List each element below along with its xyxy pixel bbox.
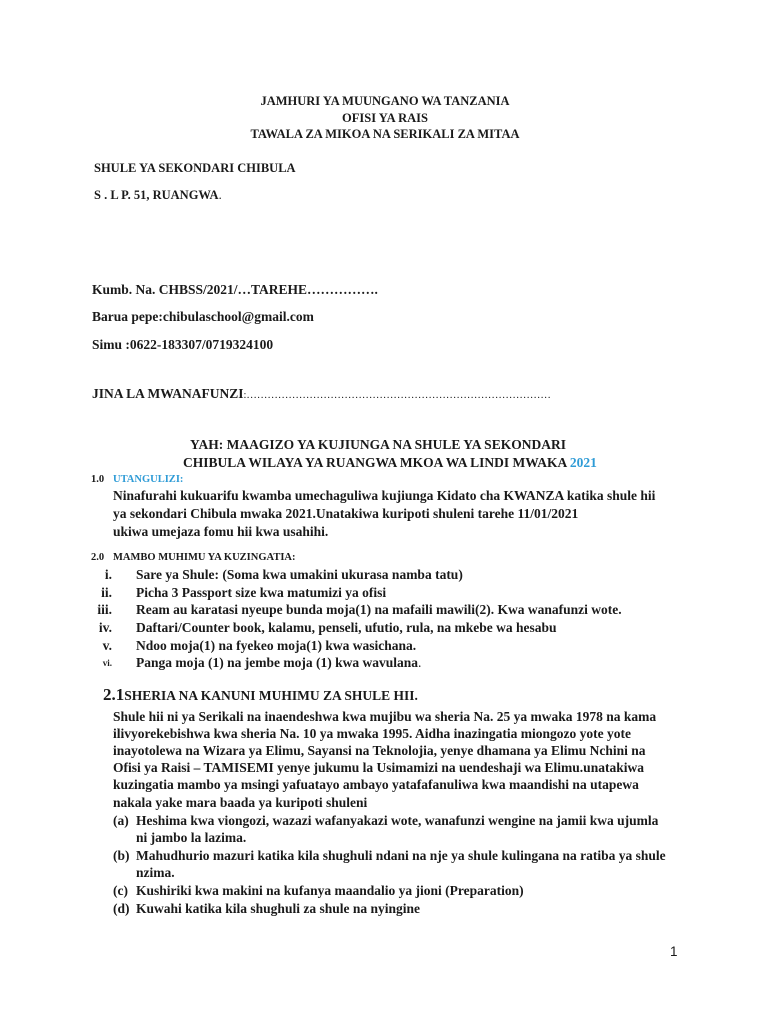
student-name-dots: :…………………………………………………………………………… xyxy=(243,390,551,401)
list-item: Ndoo moja(1) na fyekeo moja(1) kwa wasichana. xyxy=(136,638,417,653)
section-2-number: 2.0 xyxy=(91,552,105,563)
section-2-title: MAMBO MUHIMU YA KUZINGATIA: xyxy=(113,552,296,563)
list-item-number: iv. xyxy=(98,620,112,635)
rule-text: Mahudhurio mazuri katika kila shughuli ndani na nje ya shule kulingana na ratiba ya shule xyxy=(136,848,666,863)
rule-label: (d) xyxy=(113,901,130,916)
phone-line: Simu :0622-183307/0719324100 xyxy=(92,337,274,352)
section-1-line: Ninafurahi kukuarifu kwamba umechaguliwa kujiunga Kidato cha KWANZA katika shule hii xyxy=(113,488,656,503)
list-item-number: i. xyxy=(104,567,112,582)
page-number: 1 xyxy=(670,944,678,959)
section-3-number: 2.1 xyxy=(103,685,125,704)
student-name-line xyxy=(92,386,551,402)
list-item: Ream au karatasi nyeupe bunda moja(1) na mafaili mawili(2). Kwa wanafunzi wote. xyxy=(136,602,622,617)
rule-text: Kushiriki kwa makini na kufanya maandalio ya jioni (Preparation) xyxy=(136,883,524,898)
reference-number: Kumb. Na. CHBSS/2021/…TAREHE……………. xyxy=(92,282,378,297)
section-1-title: UTANGULIZI: xyxy=(113,474,184,485)
subject-line-2 xyxy=(183,455,597,471)
header-line-2: OFISI YA RAIS xyxy=(342,111,428,125)
rule-label: (c) xyxy=(113,883,128,898)
list-item: Picha 3 Passport size kwa matumizi ya ofisi xyxy=(136,585,387,600)
header-line-3: TAWALA ZA MIKOA NA SERIKALI ZA MITAA xyxy=(250,127,520,141)
section-1-number: 1.0 xyxy=(91,474,105,485)
section-3-paragraph-line: Shule hii ni ya Serikali na inaendeshwa kwa mujibu wa sheria Na. 25 ya mwaka 1978 na kama xyxy=(113,709,657,724)
rule-label: (a) xyxy=(113,813,129,828)
section-3-paragraph-line: inayotolewa na Wizara ya Elimu, Sayansi na Teknolojia, yenye dhamana ya Elimu Nchini na xyxy=(113,743,646,758)
list-item xyxy=(136,655,421,671)
school-address: S . L P. 51, RUANGWA xyxy=(94,188,219,202)
list-item-number: ii. xyxy=(101,585,112,600)
rule-text: Heshima kwa viongozi, wazazi wafanyakazi wote, wanafunzi wengine na jamii kwa ujumla xyxy=(136,813,659,828)
rule-text-continued: ni jambo la lazima. xyxy=(136,830,247,845)
section-1-line: ya sekondari Chibula mwaka 2021.Unatakiwa kuripoti shuleni tarehe 11/01/2021 xyxy=(113,506,579,521)
section-3-paragraph-line: nakala yake mara baada ya kuripoti shuleni xyxy=(113,795,368,810)
header-line-1: JAMHURI YA MUUNGANO WA TANZANIA xyxy=(260,94,510,108)
section-3-paragraph-line: Ofisi ya Raisi – TAMISEMI yenye jukumu la Usimamizi na uendeshaji wa Elimu.unatakiwa xyxy=(113,760,644,775)
student-name-label: JINA LA MWANAFUNZI xyxy=(92,386,244,401)
list-item-text: Panga moja (1) na jembe moja (1) kwa wavulana xyxy=(136,655,418,670)
rule-text-continued: nzima. xyxy=(136,865,175,880)
list-item-number: vi. xyxy=(102,658,112,668)
section-3-paragraph-line: ilivyorekebishwa kwa sheria Na. 10 ya mwaka 1995. Aidha inazingatia miongozo yote yote xyxy=(113,726,632,741)
subject-line-1: YAH: MAAGIZO YA KUJIUNGA NA SHULE YA SEKONDARI xyxy=(190,437,566,452)
subject-year: 2021 xyxy=(569,455,597,470)
section-3-paragraph-line: kuzingatia mambo ya msingi yafuatayo ambayo yatafafanuliwa kwa maandishi na utapewa xyxy=(113,777,639,792)
list-item-number: iii. xyxy=(97,602,112,617)
list-item: Daftari/Counter book, kalamu, penseli, ufutio, rula, na mkebe wa hesabu xyxy=(136,620,557,635)
rule-text: Kuwahi katika kila shughuli za shule na nyingine xyxy=(136,901,420,916)
school-address-line xyxy=(94,188,222,203)
email-address: chibulaschool@gmail.com xyxy=(162,309,314,324)
email-line xyxy=(92,309,314,325)
school-name: SHULE YA SEKONDARI CHIBULA xyxy=(94,161,296,175)
section-3-heading xyxy=(103,685,418,705)
school-address-dot: . xyxy=(218,188,222,202)
email-label: Barua pepe: xyxy=(92,309,163,324)
list-item-end: . xyxy=(417,655,422,670)
rule-label: (b) xyxy=(113,848,130,863)
subject-line-2-text: CHIBULA WILAYA YA RUANGWA MKOA WA LINDI MWAKA xyxy=(183,455,570,470)
section-1-line: ukiwa umejaza fomu hii kwa usahihi. xyxy=(113,524,329,539)
list-item-number: v. xyxy=(102,638,112,653)
section-3-title: SHERIA NA KANUNI MUHIMU ZA SHULE HII. xyxy=(124,688,418,703)
list-item: Sare ya Shule: (Soma kwa umakini ukurasa namba tatu) xyxy=(136,567,463,582)
